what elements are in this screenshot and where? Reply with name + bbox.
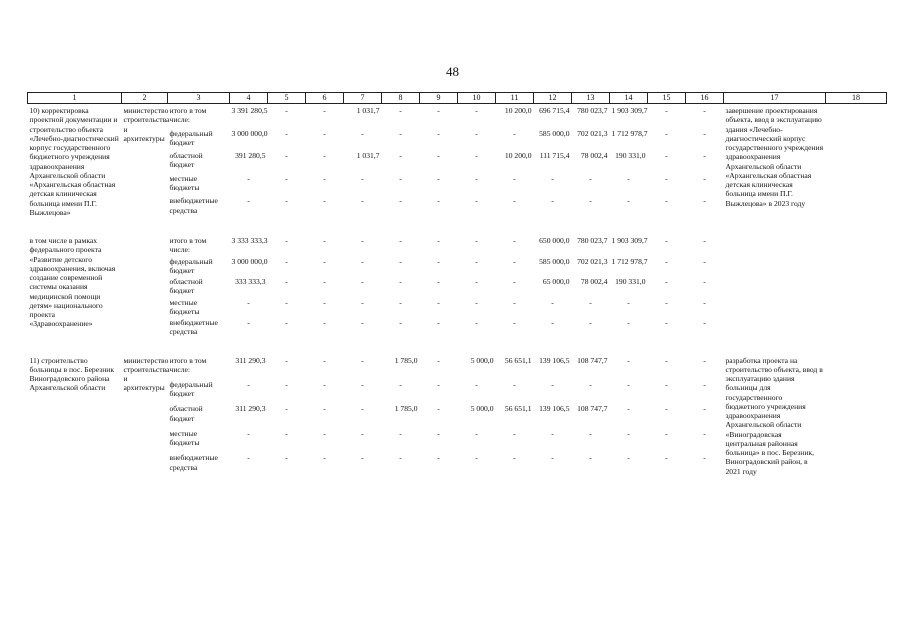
- amount-cell: -: [665, 128, 668, 138]
- amount-cell: -: [323, 318, 326, 327]
- amount-cell: 78 002,4: [580, 151, 608, 161]
- amount-cell: 78 002,4: [580, 277, 608, 286]
- amount-cell: -: [437, 256, 440, 266]
- amount-cell: 56 651,1: [504, 404, 532, 414]
- column-number-header: 4: [230, 93, 268, 104]
- column-number-header: 8: [382, 93, 420, 104]
- entry-separator: [28, 217, 887, 234]
- amount-cell: -: [361, 318, 364, 327]
- amount-cell: -: [361, 428, 364, 438]
- amount-cell: -: [703, 297, 706, 307]
- amount-cell: -: [627, 297, 630, 307]
- amount-cell: -: [285, 173, 288, 183]
- amount-cell: -: [589, 196, 592, 206]
- amount-cell: -: [323, 379, 326, 389]
- amount-cell: -: [703, 173, 706, 183]
- amount-cell: -: [513, 236, 516, 245]
- amount-cell: -: [665, 173, 668, 183]
- empty-column-18: [826, 104, 887, 218]
- amount-cell: -: [475, 428, 478, 438]
- amount-cell: -: [285, 236, 288, 245]
- amount-cell: -: [551, 173, 554, 183]
- executor: [122, 234, 168, 337]
- empty-column-18: [826, 234, 887, 337]
- amount-cell: -: [247, 428, 250, 438]
- amount-cell: 585 000,0: [539, 256, 570, 266]
- amount-cell: -: [665, 453, 668, 463]
- column-number-header: 9: [420, 93, 458, 104]
- amount-cell: -: [399, 256, 402, 266]
- amount-cell: -: [361, 379, 364, 389]
- funding-source: местные бюджеты: [169, 428, 200, 448]
- amount-cell: -: [703, 355, 706, 365]
- amount-cell: -: [285, 428, 288, 438]
- amount-cell: -: [513, 256, 516, 266]
- amount-cell: -: [475, 173, 478, 183]
- amount-cell: -: [703, 106, 706, 115]
- amount-cell: 650 000,0: [539, 236, 570, 245]
- funding-source: местные бюджеты: [169, 173, 200, 193]
- amount-cell: -: [323, 453, 326, 463]
- amount-cell: -: [285, 404, 288, 414]
- amount-cell: -: [323, 428, 326, 438]
- amount-cell: -: [627, 173, 630, 183]
- amount-cell: 139 106,5: [539, 404, 570, 414]
- amount-cell: -: [513, 196, 516, 206]
- funding-row: [28, 234, 887, 255]
- amount-cell: 1 785,0: [394, 355, 418, 365]
- amount-cell: -: [589, 173, 592, 183]
- column-number-header: 3: [168, 93, 230, 104]
- amount-cell: -: [323, 404, 326, 414]
- funding-source: областной бюджет: [169, 404, 203, 423]
- measure-name: 10) корректировка проектной документации и строительство объекта «Лечебно-диагностический корпус государственного бюджетного учреждения здравоохранения Архангельской области «Архангельская областная детская клиническая больница имени П.Г. Выжлецова»: [29, 106, 119, 217]
- amount-cell: -: [703, 277, 706, 286]
- amount-cell: -: [627, 428, 630, 438]
- column-number-header: 2: [122, 93, 168, 104]
- amount-cell: 3 333 333,3: [231, 236, 268, 245]
- amount-cell: -: [665, 318, 668, 327]
- amount-cell: -: [475, 277, 478, 286]
- amount-cell: -: [361, 355, 364, 365]
- amount-cell: -: [703, 196, 706, 206]
- column-number-header: 13: [572, 93, 610, 104]
- amount-cell: 108 747,7: [577, 355, 608, 365]
- amount-cell: -: [551, 297, 554, 307]
- measure-name: 11) строительство больницы в пос. Березник Виноградовского района Архангельской области: [29, 355, 115, 393]
- funding-source: областной бюджет: [169, 151, 203, 170]
- amount-cell: -: [361, 297, 364, 307]
- funding-source: внебюджетные средства: [169, 453, 218, 472]
- amount-cell: -: [665, 428, 668, 438]
- funding-source: федеральный бюджет: [169, 379, 213, 399]
- amount-cell: -: [513, 277, 516, 286]
- amount-cell: -: [399, 277, 402, 286]
- amount-cell: -: [361, 128, 364, 138]
- funding-source: федеральный бюджет: [169, 256, 213, 275]
- amount-cell: 3 000 000,0: [231, 256, 268, 266]
- amount-cell: -: [665, 236, 668, 245]
- amount-cell: -: [285, 196, 288, 206]
- amount-cell: -: [589, 453, 592, 463]
- page-number: 48: [446, 64, 459, 79]
- column-number-header: 17: [724, 93, 826, 104]
- funding-source: внебюджетные средства: [169, 318, 218, 337]
- amount-cell: -: [703, 453, 706, 463]
- amount-cell: -: [247, 196, 250, 206]
- amount-cell: -: [323, 128, 326, 138]
- amount-cell: -: [361, 256, 364, 266]
- amount-cell: 190 331,0: [615, 277, 646, 286]
- amount-cell: -: [551, 196, 554, 206]
- amount-cell: 111 715,4: [539, 151, 570, 161]
- amount-cell: -: [665, 355, 668, 365]
- amount-cell: -: [285, 256, 288, 266]
- amount-cell: 702 021,3: [577, 128, 608, 138]
- column-number-header: 12: [534, 93, 572, 104]
- amount-cell: 56 651,1: [504, 355, 532, 365]
- funding-source: внебюджетные средства: [169, 196, 218, 215]
- expected-result: завершение проектирования объекта, ввод в эксплуатацию здания «Лечебно-диагностический корпус государственного учреждения здравоохранения Архангельской области «Архангельская областная детская клиническая больница имени П.Г. Выжлецова» в 2023 году: [725, 106, 824, 208]
- amount-cell: -: [513, 318, 516, 327]
- amount-cell: 1 785,0: [394, 404, 418, 414]
- amount-cell: -: [285, 151, 288, 161]
- amount-cell: 5 000,0: [470, 355, 494, 365]
- amount-cell: 1 031,7: [356, 106, 380, 115]
- amount-cell: -: [627, 196, 630, 206]
- amount-cell: -: [551, 453, 554, 463]
- amount-cell: 3 391 280,5: [231, 106, 268, 115]
- amount-cell: -: [437, 318, 440, 327]
- amount-cell: -: [437, 106, 440, 115]
- amount-cell: -: [703, 404, 706, 414]
- separator-cell: [28, 217, 887, 234]
- amount-cell: -: [703, 256, 706, 266]
- amount-cell: -: [627, 379, 630, 389]
- funding-source: федеральный бюджет: [169, 128, 213, 147]
- amount-cell: 1 712 978,7: [611, 256, 648, 266]
- amount-cell: 3 000 000,0: [231, 128, 268, 138]
- amount-cell: -: [323, 106, 326, 115]
- amount-cell: -: [437, 277, 440, 286]
- amount-cell: -: [665, 151, 668, 161]
- amount-cell: -: [665, 256, 668, 266]
- funding-source: итого в том числе:: [169, 106, 207, 125]
- amount-cell: -: [285, 318, 288, 327]
- column-number-header: 6: [306, 93, 344, 104]
- amount-cell: -: [247, 453, 250, 463]
- funding-source: областной бюджет: [169, 277, 203, 296]
- amount-cell: 1 903 309,7: [611, 236, 648, 245]
- column-number-header: 7: [344, 93, 382, 104]
- amount-cell: -: [285, 297, 288, 307]
- amount-cell: -: [551, 318, 554, 327]
- amount-cell: -: [399, 151, 402, 161]
- amount-cell: -: [361, 236, 364, 245]
- amount-cell: -: [513, 428, 516, 438]
- amount-cell: -: [399, 297, 402, 307]
- amount-cell: -: [475, 236, 478, 245]
- amount-cell: -: [513, 453, 516, 463]
- amount-cell: -: [361, 453, 364, 463]
- entry-separator: [28, 337, 887, 354]
- column-number-header: 5: [268, 93, 306, 104]
- amount-cell: -: [665, 196, 668, 206]
- amount-cell: -: [285, 355, 288, 365]
- amount-cell: -: [323, 196, 326, 206]
- funding-source: итого в том числе:: [169, 355, 207, 374]
- amount-cell: -: [703, 318, 706, 327]
- amount-cell: -: [399, 106, 402, 115]
- amount-cell: -: [475, 196, 478, 206]
- amount-cell: -: [513, 128, 516, 138]
- amount-cell: -: [665, 106, 668, 115]
- amount-cell: -: [551, 379, 554, 389]
- amount-cell: 311 290,3: [235, 355, 266, 365]
- column-number-header: 1: [28, 93, 122, 104]
- amount-cell: 333 333,3: [235, 277, 266, 286]
- expected-result: [724, 234, 826, 337]
- amount-cell: -: [589, 318, 592, 327]
- amount-cell: -: [475, 256, 478, 266]
- amount-cell: 139 106,5: [539, 355, 570, 365]
- amount-cell: -: [437, 173, 440, 183]
- amount-cell: -: [513, 173, 516, 183]
- amount-cell: 10 200,0: [504, 106, 532, 115]
- amount-cell: -: [399, 236, 402, 245]
- amount-cell: -: [475, 297, 478, 307]
- amount-cell: -: [475, 106, 478, 115]
- amount-cell: -: [437, 128, 440, 138]
- amount-cell: 5 000,0: [470, 404, 494, 414]
- funding-source: итого в том числе:: [169, 236, 207, 255]
- amount-cell: -: [399, 428, 402, 438]
- amount-cell: -: [437, 151, 440, 161]
- amount-cell: 696 715,4: [539, 106, 570, 115]
- amount-cell: -: [437, 379, 440, 389]
- amount-cell: -: [323, 277, 326, 286]
- amount-cell: 1 903 309,7: [611, 106, 648, 115]
- amount-cell: -: [399, 128, 402, 138]
- amount-cell: -: [475, 318, 478, 327]
- amount-cell: -: [399, 453, 402, 463]
- amount-cell: -: [361, 404, 364, 414]
- amount-cell: -: [285, 106, 288, 115]
- amount-cell: 108 747,7: [577, 404, 608, 414]
- amount-cell: 585 000,0: [539, 128, 570, 138]
- amount-cell: 311 290,3: [235, 404, 266, 414]
- executor: министерство строительства и архитектуры: [123, 106, 170, 143]
- amount-cell: -: [323, 355, 326, 365]
- amount-cell: -: [323, 151, 326, 161]
- amount-cell: -: [247, 318, 250, 327]
- amount-cell: -: [475, 453, 478, 463]
- amount-cell: -: [551, 428, 554, 438]
- amount-cell: -: [703, 379, 706, 389]
- column-number-row: [28, 93, 887, 104]
- empty-column-18: [826, 354, 887, 476]
- amount-cell: -: [323, 236, 326, 245]
- amount-cell: -: [665, 379, 668, 389]
- column-number-header: 10: [458, 93, 496, 104]
- amount-cell: 190 331,0: [615, 151, 646, 161]
- table-body: [28, 104, 887, 476]
- amount-cell: 780 023,7: [577, 236, 608, 245]
- amount-cell: -: [323, 297, 326, 307]
- amount-cell: -: [703, 151, 706, 161]
- amount-cell: -: [437, 453, 440, 463]
- budget-table: [27, 92, 887, 476]
- amount-cell: -: [475, 151, 478, 161]
- amount-cell: 702 021,3: [577, 256, 608, 266]
- amount-cell: -: [361, 173, 364, 183]
- amount-cell: -: [323, 256, 326, 266]
- amount-cell: -: [399, 196, 402, 206]
- amount-cell: -: [399, 318, 402, 327]
- amount-cell: -: [475, 379, 478, 389]
- column-number-header: 11: [496, 93, 534, 104]
- amount-cell: -: [665, 404, 668, 414]
- amount-cell: -: [247, 297, 250, 307]
- amount-cell: -: [247, 173, 250, 183]
- amount-cell: -: [703, 128, 706, 138]
- amount-cell: -: [437, 236, 440, 245]
- amount-cell: -: [475, 128, 478, 138]
- amount-cell: -: [399, 173, 402, 183]
- amount-cell: -: [437, 297, 440, 307]
- amount-cell: -: [285, 128, 288, 138]
- amount-cell: -: [247, 379, 250, 389]
- amount-cell: -: [627, 453, 630, 463]
- amount-cell: -: [513, 379, 516, 389]
- amount-cell: -: [703, 236, 706, 245]
- funding-row: [28, 354, 887, 378]
- funding-row: [28, 104, 887, 127]
- amount-cell: -: [627, 355, 630, 365]
- amount-cell: -: [285, 379, 288, 389]
- amount-cell: -: [703, 428, 706, 438]
- amount-cell: -: [665, 277, 668, 286]
- amount-cell: 391 280,5: [235, 151, 266, 161]
- amount-cell: 10 200,0: [504, 151, 532, 161]
- amount-cell: -: [437, 355, 440, 365]
- amount-cell: -: [361, 196, 364, 206]
- amount-cell: 65 000,0: [542, 277, 570, 286]
- amount-cell: 1 712 978,7: [611, 128, 648, 138]
- executor: министерство строительства и архитектуры: [123, 355, 170, 393]
- amount-cell: -: [285, 277, 288, 286]
- amount-cell: -: [437, 404, 440, 414]
- amount-cell: -: [437, 428, 440, 438]
- amount-cell: -: [627, 318, 630, 327]
- amount-cell: -: [285, 453, 288, 463]
- column-number-header: 18: [826, 93, 887, 104]
- funding-source: местные бюджеты: [169, 297, 200, 316]
- amount-cell: -: [665, 297, 668, 307]
- column-number-header: 16: [686, 93, 724, 104]
- column-number-header: 15: [648, 93, 686, 104]
- amount-cell: -: [627, 404, 630, 414]
- expected-result: разработка проекта на строительство объекта, ввод в эксплуатацию здания больницы для государственного бюджетного учреждения здравоохранения Архангельской области «Виноградовская центральная районная больница» в пос. Березник, Виноградовский район, в 2021 году: [725, 355, 823, 476]
- measure-name: в том числе в рамках федерального проекта «Развитие детского здравоохранения, включая создание современной системы оказания медицинской помощи детям» национального проекта «Здравоохранение»: [29, 236, 116, 329]
- amount-cell: 1 031,7: [356, 151, 380, 161]
- amount-cell: -: [437, 196, 440, 206]
- amount-cell: -: [323, 173, 326, 183]
- amount-cell: -: [399, 379, 402, 389]
- amount-cell: 780 023,7: [577, 106, 608, 115]
- amount-cell: -: [361, 277, 364, 286]
- amount-cell: -: [589, 428, 592, 438]
- amount-cell: -: [589, 379, 592, 389]
- separator-cell: [28, 337, 887, 354]
- column-number-header: 14: [610, 93, 648, 104]
- amount-cell: -: [589, 297, 592, 307]
- amount-cell: -: [513, 297, 516, 307]
